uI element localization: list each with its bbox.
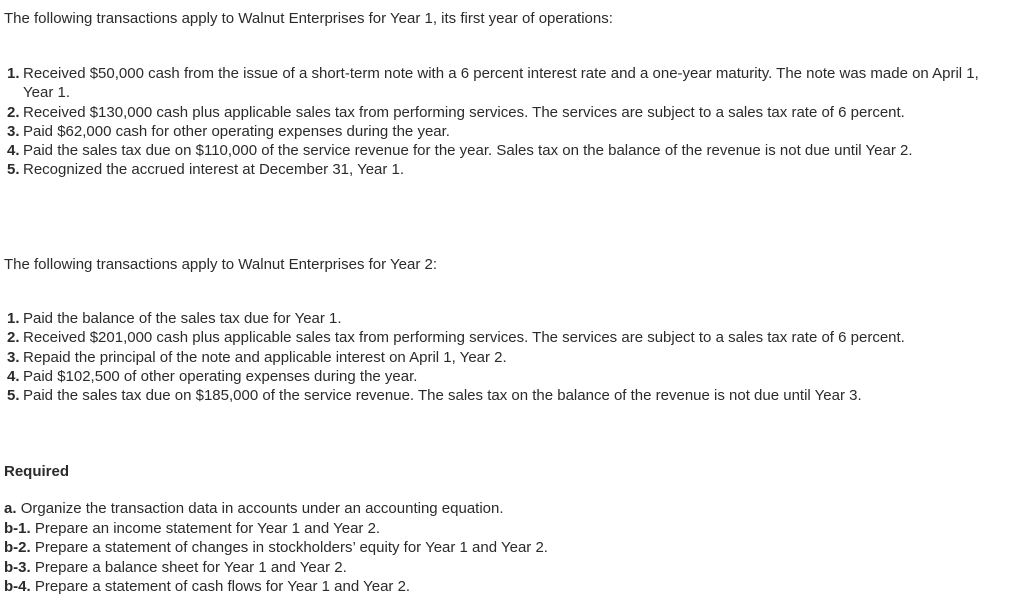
item-text: Paid the sales tax due on $185,000 of the service revenue. The sales tax on the balance of the revenue is not due until Year 3. (23, 387, 862, 405)
item-tag: b-2. (4, 539, 31, 556)
item-text: Paid the sales tax due on $110,000 of the service revenue for the year. Sales tax on the balance of the revenue is not due until Year 2. (23, 142, 913, 160)
required-list (4, 499, 548, 597)
item-number: 5. (7, 387, 20, 405)
item-text: Organize the transaction data in accounts under an accounting equation. (20, 500, 504, 517)
item-text: Repaid the principal of the note and applicable interest on April 1, Year 2. (23, 348, 507, 366)
item-number: 4. (7, 367, 20, 385)
list-item (4, 103, 1002, 122)
item-text: Prepare an income statement for Year 1 and Year 2. (34, 519, 381, 537)
list-item (4, 328, 1002, 347)
required-item-b2 (4, 538, 548, 558)
list-item (4, 348, 1002, 367)
list-item (4, 367, 1002, 386)
item-number: 3. (7, 348, 20, 366)
item-tag: b-4. (4, 578, 31, 595)
item-number: 1. (7, 65, 20, 82)
item-number: 1. (7, 310, 20, 327)
item-text: Prepare a balance sheet for Year 1 and Year 2. (34, 558, 347, 576)
item-number: 4. (7, 142, 20, 160)
list-item (4, 309, 1002, 328)
item-number: 3. (7, 122, 20, 140)
list-item (4, 141, 1002, 160)
required-item-b1 (4, 519, 548, 539)
list-item (4, 64, 1002, 103)
list-item (4, 160, 1002, 179)
item-text: Paid the balance of the sales tax due for Year 1. (23, 310, 342, 327)
required-item-b4 (4, 577, 548, 597)
item-tag: a. (4, 500, 17, 517)
item-text: Prepare a statement of cash flows for Year 1 and Year 2. (34, 578, 411, 595)
required-item-a (4, 499, 548, 519)
item-text: Paid $102,500 of other operating expenses during the year. (23, 367, 418, 385)
year1-intro: The following transactions apply to Walnut Enterprises for Year 1, its first year of operations: (4, 10, 613, 27)
item-number: 2. (7, 329, 20, 347)
item-text: Received $50,000 cash from the issue of a short-term note with a 6 percent interest rate and a one-year maturity. The note was made on April 1, Year 1. (23, 65, 979, 102)
item-text: Recognized the accrued interest at December 31, Year 1. (23, 161, 405, 179)
item-number: 5. (7, 161, 20, 179)
item-text: Paid $62,000 cash for other operating expenses during the year. (23, 122, 450, 140)
year2-intro: The following transactions apply to Walnut Enterprises for Year 2: (4, 256, 438, 273)
year2-transaction-list (4, 309, 1002, 405)
item-tag: b-1. (4, 519, 31, 537)
list-item (4, 122, 1002, 141)
item-text: Prepare a statement of changes in stockholders’ equity for Year 1 and Year 2. (34, 539, 548, 556)
item-text: Received $201,000 cash plus applicable sales tax from performing services. The services are subject to a sales tax rate of 6 percent. (23, 329, 905, 347)
required-item-b3 (4, 558, 548, 578)
required-heading: Required (4, 463, 70, 480)
item-tag: b-3. (4, 558, 31, 576)
year1-transaction-list (4, 64, 1002, 180)
item-number: 2. (7, 103, 20, 121)
list-item (4, 386, 1002, 405)
item-text: Received $130,000 cash plus applicable sales tax from performing services. The services are subject to a sales tax rate of 6 percent. (23, 103, 905, 121)
